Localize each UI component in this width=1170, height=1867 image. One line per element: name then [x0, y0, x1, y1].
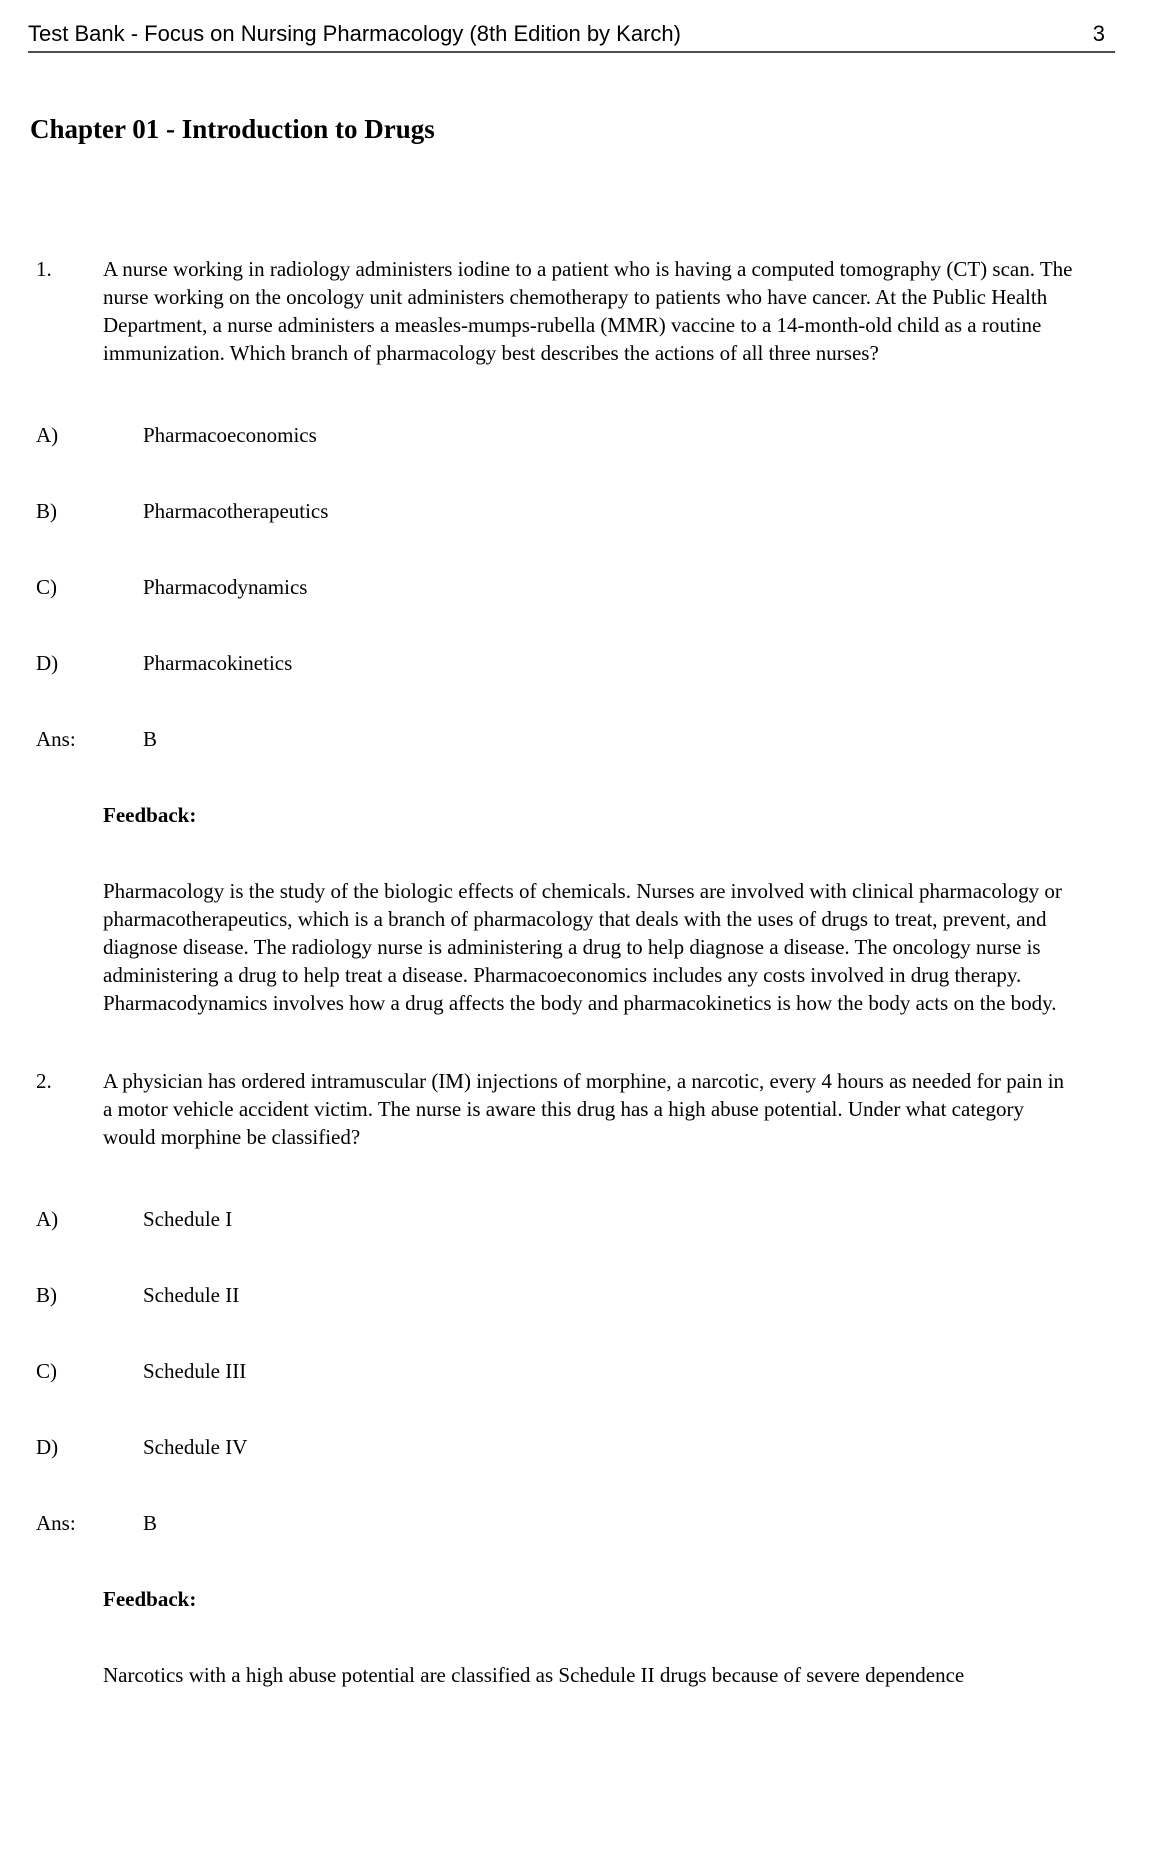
option-letter: A): [36, 1207, 59, 1231]
question-2: [28, 1067, 1115, 1689]
answer-row: [36, 1509, 1115, 1537]
option-letter: B): [36, 1283, 57, 1307]
option-text: Pharmacokinetics: [143, 651, 293, 675]
page-header: [28, 20, 1115, 53]
option-letter: C): [36, 1359, 57, 1383]
question-number: 1.: [36, 257, 52, 281]
answer-label: Ans:: [36, 727, 76, 751]
option-letter: D): [36, 651, 59, 675]
option-row-a: [36, 421, 1115, 449]
question-row: [36, 255, 1115, 367]
option-letter: A): [36, 423, 59, 447]
option-row-c: [36, 573, 1115, 601]
option-letter: B): [36, 499, 57, 523]
option-text: Schedule III: [143, 1359, 247, 1383]
option-text: Pharmacotherapeutics: [143, 499, 329, 523]
feedback-heading: Feedback:: [103, 1587, 197, 1611]
answer-label: Ans:: [36, 1511, 76, 1535]
option-row-c: [36, 1357, 1115, 1385]
option-letter: D): [36, 1435, 59, 1459]
option-text: Schedule IV: [143, 1435, 248, 1459]
question-number: 2.: [36, 1069, 52, 1093]
option-text: Schedule II: [143, 1283, 240, 1307]
header-title: Test Bank - Focus on Nursing Pharmacology (8th Edition by Karch): [28, 21, 681, 46]
answer-value: B: [143, 727, 158, 751]
option-text: Pharmacodynamics: [143, 575, 308, 599]
option-row-b: [36, 1281, 1115, 1309]
option-text: Pharmacoeconomics: [143, 423, 317, 447]
page-number: 3: [1092, 21, 1105, 46]
option-text: Schedule I: [143, 1207, 233, 1231]
chapter-title: Chapter 01 - Introduction to Drugs: [30, 114, 435, 144]
answer-value: B: [143, 1511, 158, 1535]
option-row-a: [36, 1205, 1115, 1233]
option-row-d: [36, 649, 1115, 677]
feedback-text: Narcotics with a high abuse potential are classified as Schedule II drugs because of severe dependence: [103, 1663, 965, 1687]
option-row-d: [36, 1433, 1115, 1461]
question-text: A nurse working in radiology administers iodine to a patient who is having a computed tomography (CT) scan. The nurse working on the oncology unit administers chemotherapy to patients who have cancer. At the Public Health Department, a nurse administers a measles-mumps-rubella (MMR) vaccine to a 14-month-old child as a routine immunization. Which branch of pharmacology best describes the actions of all three nurses?: [103, 257, 1073, 365]
option-letter: C): [36, 575, 57, 599]
option-row-b: [36, 497, 1115, 525]
question-1: [28, 255, 1115, 1017]
question-row: [36, 1067, 1115, 1151]
feedback-heading: Feedback:: [103, 803, 197, 827]
feedback-text: Pharmacology is the study of the biologic effects of chemicals. Nurses are involved with clinical pharmacology or pharmacotherapeutics, which is a branch of pharmacology that deals with the uses of drugs to treat, prevent, and diagnose disease. The radiology nurse is administering a drug to help diagnose a disease. The oncology nurse is administering a drug to help treat a disease. Pharmacoeconomics includes any costs involved in drug therapy. Pharmacodynamics involves how a drug affects the body and pharmacokinetics is how the body acts on the body.: [103, 879, 1062, 1015]
answer-row: [36, 725, 1115, 753]
question-text: A physician has ordered intramuscular (IM) injections of morphine, a narcotic, every 4 hours as needed for pain in a motor vehicle accident victim. The nurse is aware this drug has a high abuse potential. Under what category would morphine be classified?: [103, 1069, 1065, 1149]
